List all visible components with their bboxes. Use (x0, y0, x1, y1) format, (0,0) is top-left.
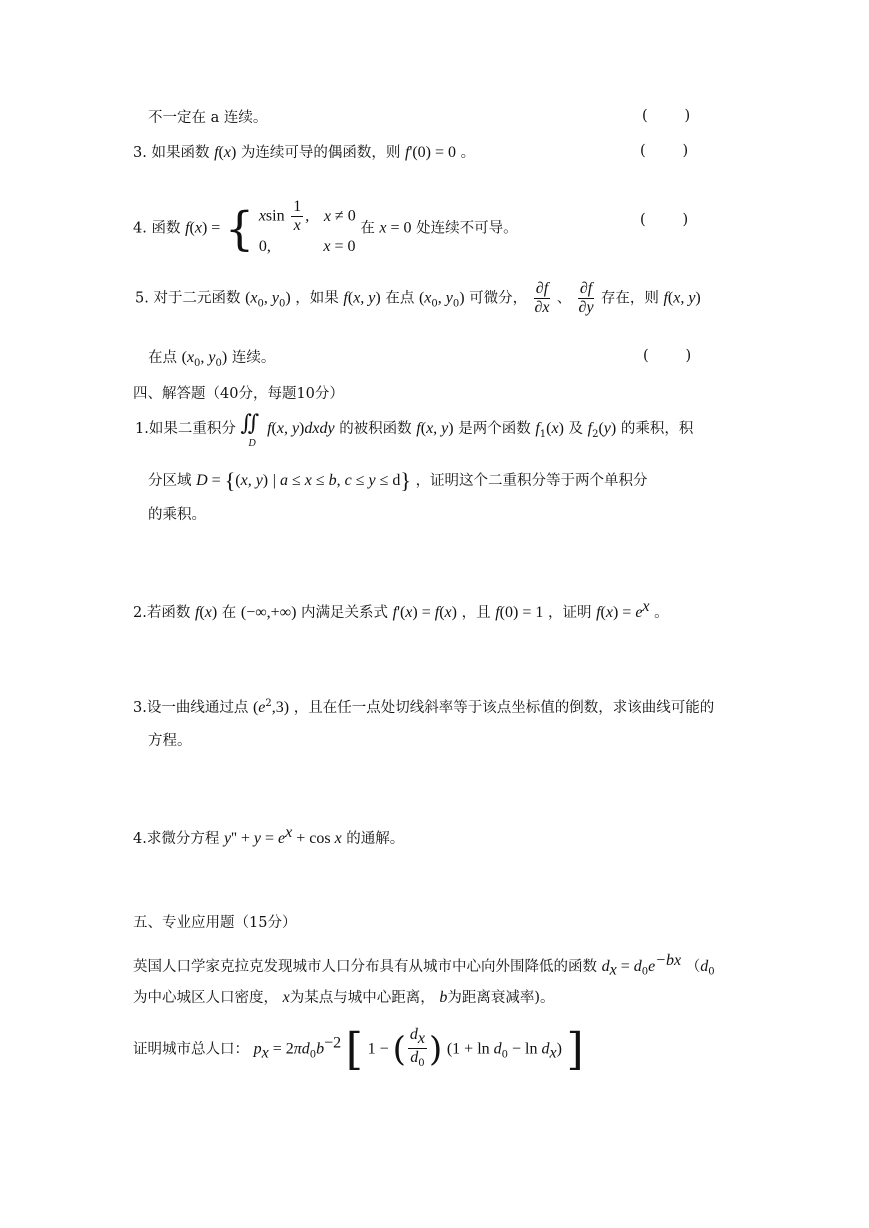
problem-1-end: 的乘积。 (148, 507, 206, 523)
continuation-line: 不一定在 a 连续。 (148, 110, 268, 126)
problem-1: 1.如果二重积分 ∬ D f(x, y)dxdy 的被积函数 f(x, y) 是两个函数 $f_1(x)$ 及 $f_2(y)$ 的乘积，积 (135, 410, 694, 449)
section-5-text-2: 为中心城区人口密度， x为某点与城中心距离， b为距离衰减率)。 (133, 989, 555, 1006)
problem-1-region: 分区域 D = {(x, y) | a ≤ x ≤ b, c ≤ y ≤ d} ，证明这个二重积分等于两个单积分 (148, 468, 648, 493)
problem-3: 3.设一曲线通过点 $(e^2,3)$ ，且在任一点处切线斜率等于该点坐标值的倒数，求该曲线可能的 (133, 698, 715, 716)
problem-3-cont: 方程。 (148, 733, 192, 749)
question-4: 4. 函数 f(x) = { xsin $\frac{1}{x}$ , x ≠ 0 0, x = 0 在 x = 0 处连续不可导。 (133, 198, 518, 256)
section-5-proof: 证明城市总人口： $p_x = 2\pi d_0b^{-2}$ [ 1 − ( $\frac{d_x}{d_0}$ ) $(1 + \ln d_0 - \ln d_x)$ ] (133, 1024, 584, 1075)
answer-paren-1[interactable]: ( ) (642, 108, 691, 124)
section-5-title: 五、专业应用题（15分） (133, 915, 297, 931)
section-5-text: 英国人口学家克拉克发现城市人口分布具有从城市中心向外围降低的函数 $d_x = d_0e^{-bx}$ （$d_0$ (133, 952, 715, 979)
question-5: 5. 对于二元函数 ($x_0$, $y_0$) ，如果 f(x, y) 在点 ($x_0$, $y_0$) 可微分， $\frac{\partial f}{\partial x}$ 、 $\frac{\partial f}{\partial y}$ 存在，则 f(x, y) (135, 280, 701, 316)
answer-paren-4[interactable]: ( ) (643, 348, 692, 364)
answer-paren-2[interactable]: ( ) (640, 143, 689, 159)
answer-paren-3[interactable]: ( ) (640, 212, 689, 228)
problem-4: 4.求微分方程 $y'' + y = e^x + \cos x$ 的通解。 (133, 824, 405, 847)
problem-2: 2.若函数 f(x) 在 (−∞,+∞) 内满足关系式 f'(x) = f(x) ，且 f(0) = 1 ，证明 $f(x) = e^x$ 。 (133, 598, 669, 621)
question-3: 3. 如果函数 f(x) 为连续可导的偶函数，则 f'(0) = 0 。 (133, 144, 476, 161)
section-4-title: 四、解答题（40分，每题10分） (133, 386, 344, 402)
question-5-cont: 在点 ($x_0$, $y_0$) 连续。 (148, 349, 276, 369)
